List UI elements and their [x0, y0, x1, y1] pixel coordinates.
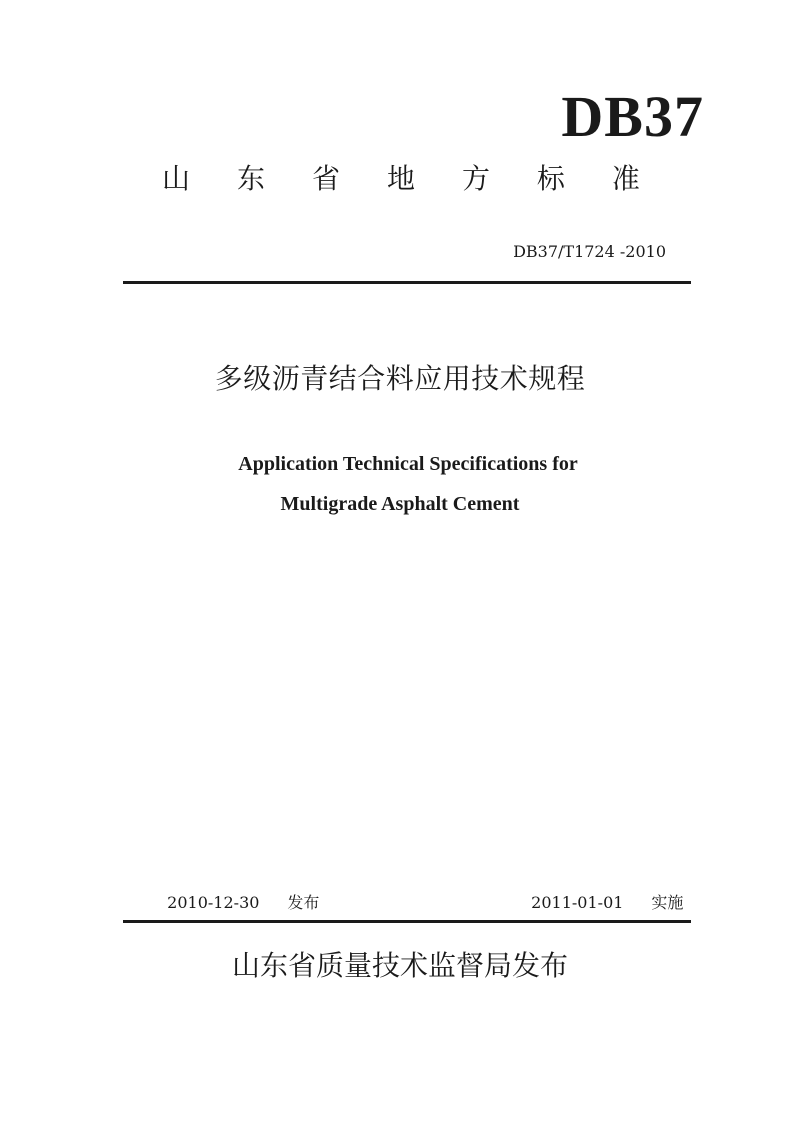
standard-type-char: 标 — [536, 162, 565, 195]
bottom-divider — [123, 920, 691, 923]
standard-type-char: 山 — [162, 162, 191, 195]
publisher: 山东省质量技术监督局发布 — [231, 949, 568, 982]
effective-date-block — [521, 870, 683, 914]
top-divider — [123, 281, 691, 284]
standard-number: DB37/T1724 -2010 — [513, 242, 666, 261]
standard-type-char: 东 — [236, 162, 265, 195]
standard-type-char: 方 — [461, 162, 490, 195]
issue-date-block — [157, 870, 319, 914]
standard-code: DB37 — [561, 84, 704, 149]
issue-date: 2010-12-30 — [167, 893, 260, 912]
standard-type-char: 准 — [611, 162, 640, 195]
title-english-line-1: Application Technical Specifications for — [238, 453, 578, 475]
standard-type-char: 地 — [386, 162, 415, 195]
title-chinese: 多级沥青结合料应用技术规程 — [214, 362, 586, 395]
effective-label: 实施 — [651, 893, 684, 912]
title-english-line-2: Multigrade Asphalt Cement — [280, 493, 520, 515]
standard-type-char: 省 — [311, 162, 340, 195]
standard-type-heading — [162, 160, 640, 198]
effective-date: 2011-01-01 — [531, 893, 624, 912]
issue-label: 发布 — [287, 893, 320, 912]
